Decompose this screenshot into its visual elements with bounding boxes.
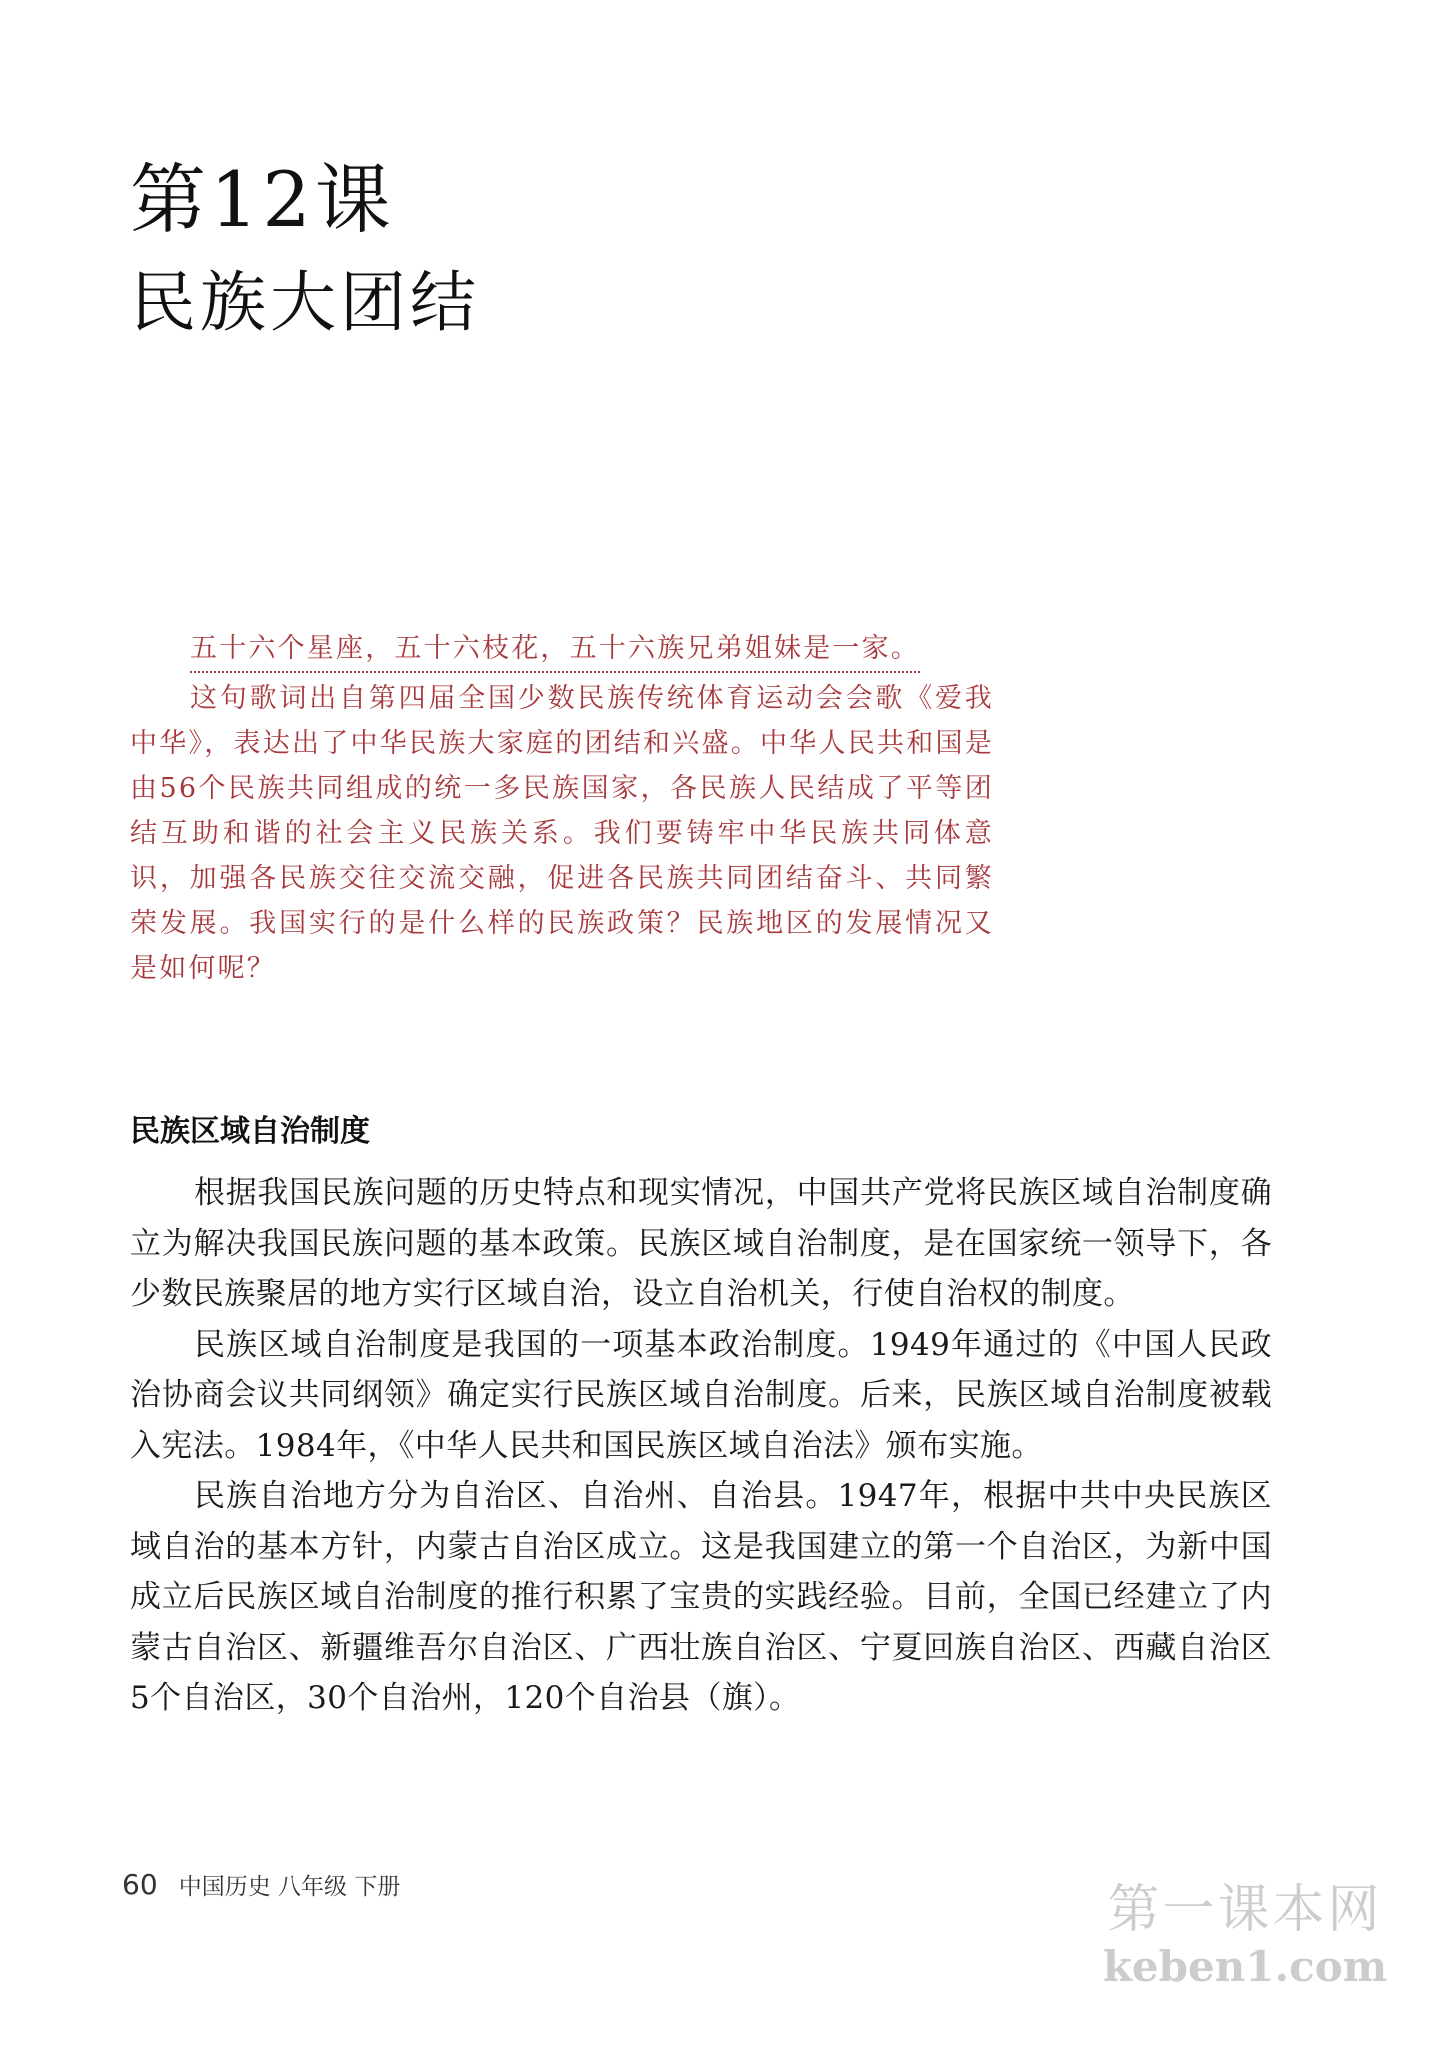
lesson-title: 民族大团结 (130, 264, 480, 341)
paragraph-3: 民族自治地方分为自治区、自治州、自治县。1947年，根据中共中央民族区域自治的基本方针，内蒙古自治区成立。这是我国建立的第一个自治区，为新中国成立后民族区域自治制度的推行积累了宝贵的实践经验。目前，全国已经建立了内蒙古自治区、新疆维吾尔自治区、广西壮族自治区、宁夏回族自治区、西藏自治区5个自治区，30个自治州，120个自治县（旗）。 (130, 1478, 1272, 1716)
main-text (130, 1168, 1272, 1724)
intro-box (130, 626, 994, 991)
page-footer (122, 1868, 400, 1901)
page-number: 60 (122, 1868, 158, 1901)
intro-body: 这句歌词出自第四届全国少数民族传统体育运动会会歌《爱我中华》，表达出了中华民族大家庭的团结和兴盛。中华人民共和国是由56个民族共同组成的统一多民族国家，各民族人民结成了平等团结互助和谐的社会主义民族关系。我们要铸牢中华民族共同体意识，加强各民族交往交流交融，促进各民族共同团结奋斗、共同繁荣发展。我国实行的是什么样的民族政策？民族地区的发展情况又是如何呢？ (130, 683, 994, 984)
watermark-site-name: 第一课本网 (1107, 1880, 1383, 1940)
watermark (1100, 1878, 1390, 1992)
watermark-domain: keben1.com (1102, 1942, 1388, 1991)
paragraph-1: 根据我国民族问题的历史特点和现实情况，中国共产党将民族区域自治制度确立为解决我国民族问题的基本政策。民族区域自治制度，是在国家统一领导下，各少数民族聚居的地方实行区域自治，设立自治机关，行使自治权的制度。 (130, 1175, 1272, 1312)
book-title: 中国历史 八年级 下册 (178, 1874, 401, 1900)
section-heading: 民族区域自治制度 (130, 1114, 370, 1149)
intro-lyric: 五十六个星座，五十六枝花，五十六族兄弟姐妹是一家。 (190, 629, 920, 673)
paragraph-2: 民族区域自治制度是我国的一项基本政治制度。1949年通过的《中国人民政治协商会议共同纲领》确定实行民族区域自治制度。后来，民族区域自治制度被载入宪法。1984年，《中华人民共和国民族区域自治法》颁布实施。 (130, 1326, 1272, 1464)
lesson-number: 第12课 (130, 155, 395, 244)
